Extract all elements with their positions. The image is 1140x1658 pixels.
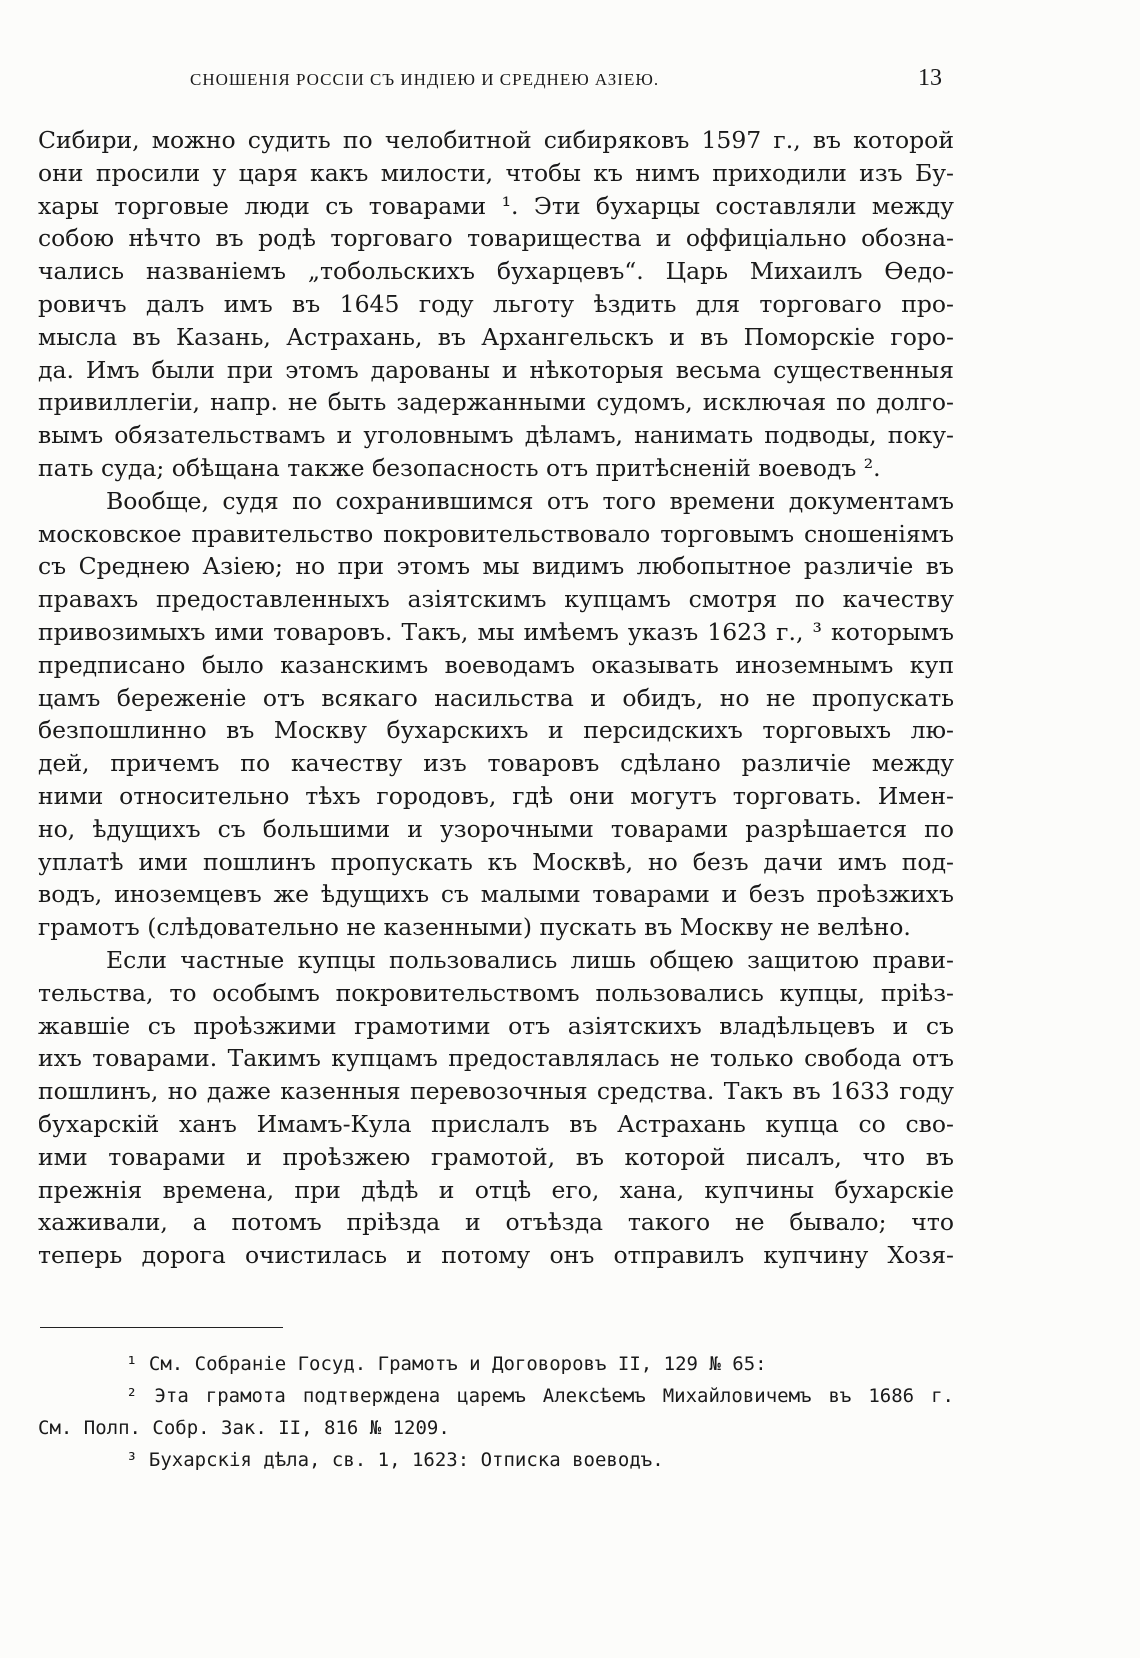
text-line: жавшіе съ проѣзжими грамотими отъ азіятскихъ владѣльцевъ и съ [38, 1011, 954, 1040]
text-line: цамъ береженіе отъ всякаго насильства и обидъ, но не пропускать [38, 683, 954, 712]
text-line: теперь дорога очистилась и потому онъ отправилъ купчину Хозя- [38, 1241, 954, 1270]
footnotes [38, 1348, 954, 1476]
text-line: ихъ товарами. Такимъ купцамъ предоставлялась не только свобода отъ [38, 1044, 954, 1073]
text-line: водъ, иноземцевъ же ѣдущихъ съ малыми товарами и безъ проѣзжихъ [38, 880, 954, 909]
text-line: собою нѣчто въ родѣ торговаго товарищества и оффиціально обозна- [38, 224, 954, 253]
text-line: но, ѣдущихъ съ большими и узорочными товарами разрѣшается по [38, 814, 954, 843]
text-line: дей, причемъ по качеству изъ товаровъ сдѣлано различіе между [38, 749, 954, 778]
footnote-1: ¹ См. Собраніе Госуд. Грамотъ и Договоровъ II, 129 № 65: [126, 1353, 767, 1375]
text-line: тельства, то особымъ покровительствомъ пользовались купцы, пріѣз- [38, 978, 954, 1007]
text-line: пать суда; обѣщана также безопасность отъ притѣсненій воеводъ ². [38, 453, 881, 482]
text-line: ровичъ далъ имъ въ 1645 году льготу ѣздить для торговаго про- [38, 289, 954, 318]
text-line: ними относительно тѣхъ городовъ, гдѣ они могутъ торговать. Имен- [38, 781, 954, 810]
text-line: хаживали, а потомъ пріѣзда и отъѣзда такого не бывало; что [38, 1208, 954, 1237]
footnote-2: ² Эта грамота подтверждена царемъ Алексѣемъ Михайловичемъ въ 1686 г. [126, 1385, 954, 1407]
footnote-2-continued: См. Полп. Собр. Зак. II, 816 № 1209. [38, 1417, 450, 1439]
text-line: правахъ предоставленныхъ азіятскимъ купцамъ смотря по качеству [38, 585, 954, 614]
text-line: они просили у царя какъ милости, чтобы къ нимъ приходили изъ Бу- [38, 158, 954, 187]
text-line: хары торговые люди съ товарами ¹. Эти бухарцы составляли между [38, 191, 954, 220]
text-line: московское правительство покровительствовало торговымъ сношеніямъ [38, 519, 954, 548]
running-title: СНОШЕНІЯ РОССІИ СЪ ИНДІЕЮ И СРЕДНЕЮ АЗІЕЮ. [190, 70, 660, 89]
body-text [38, 124, 954, 1272]
text-line: мысла въ Казань, Астрахань, въ Архангельскъ и въ Поморскіе горо- [38, 322, 954, 351]
paragraph-start: Вообще, судя по сохранившимся отъ того времени документамъ [106, 486, 954, 515]
text-line: безпошлинно въ Москву бухарскихъ и персидскихъ торговыхъ лю- [38, 716, 954, 745]
text-line: привозимыхъ ими товаровъ. Такъ, мы имѣемъ указъ 1623 г., ³ которымъ [38, 617, 954, 646]
page-number: 13 [918, 65, 942, 91]
paragraph-start: Если частные купцы пользовались лишь общею защитою прави- [106, 945, 954, 974]
text-line: грамотъ (слѣдовательно не казенными) пускать въ Москву не велѣно. [38, 913, 911, 942]
footnote-divider [40, 1327, 283, 1328]
text-line: съ Среднею Азіею; но при этомъ мы видимъ любопытное различіе въ [38, 552, 954, 581]
text-line: прежнія времена, при дѣдѣ и отцѣ его, хана, купчины бухарскіе [38, 1175, 954, 1204]
text-line: привиллегіи, напр. не быть задержанными судомъ, исключая по долго- [38, 388, 954, 417]
text-line: бухарскій ханъ Имамъ-Кула прислалъ въ Астрахань купца со сво- [38, 1109, 954, 1138]
text-line: чались названіемъ „тобольскихъ бухарцевъ“. Царь Михаилъ Ѳедо- [38, 257, 954, 286]
text-line: да. Имъ были при этомъ дарованы и нѣкоторыя весьма существенныя [38, 355, 954, 384]
footnote-3: ³ Бухарскія дѣла, св. 1, 1623: Отписка воеводъ. [126, 1449, 664, 1471]
text-line: вымъ обязательствамъ и уголовнымъ дѣламъ, нанимать подводы, поку- [38, 421, 954, 450]
text-line: пошлинъ, но даже казенныя перевозочныя средства. Такъ въ 1633 году [38, 1077, 954, 1106]
text-line: Сибири, можно судить по челобитной сибиряковъ 1597 г., въ которой [38, 126, 954, 154]
text-line: предписано было казанскимъ воеводамъ оказывать иноземнымъ куп [38, 650, 954, 679]
text-line: уплатѣ ими пошлинъ пропускать къ Москвѣ, но безъ дачи имъ под- [38, 847, 954, 876]
text-line: ими товарами и проѣзжею грамотой, въ которой писалъ, что въ [38, 1142, 954, 1171]
